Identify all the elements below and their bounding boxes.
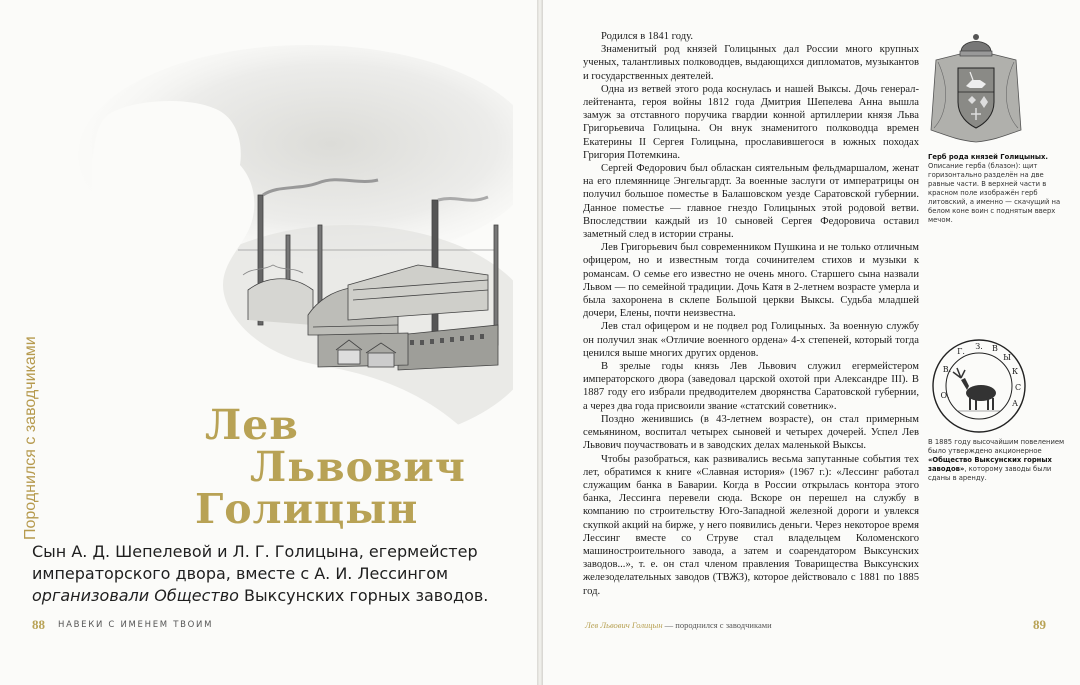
lead-paragraph bbox=[32, 541, 517, 607]
seal-letter: Г. bbox=[957, 347, 965, 356]
lead-part-3: Выксунских горных заводов. bbox=[238, 586, 489, 605]
vertical-kicker bbox=[22, 336, 58, 540]
caption-arms-bold: Герб рода князей Голицыных. bbox=[928, 153, 1048, 161]
runner-right-rest: — породнился с заводчиками bbox=[662, 620, 772, 630]
kicker-text: Породнился с заводчиками bbox=[22, 336, 39, 540]
seal-letter: З. bbox=[975, 342, 983, 351]
body-text-column bbox=[583, 30, 919, 598]
paragraph: Чтобы разобраться, как развивались весьма запутанные события тех лет, обратимся к книге «Славная история» (1967 г.): «Лессинг работал служащим банка в Баварии. Когда в России открылась контора этого банка, Лессинга перевели сюда. Вскоре он перешел на службу в компанию по строительству Юго-Западной железной дороги и увлекся скупкой акций на бирже, у него появились деньги. Через некоторое время Лессинг вместе со Струве стал владельцем Коломенского машиностроительного завода, а затем и соарендатором Выксунских заводов...», т. е. он стал членом правления Товарищества Выксунских железоделательных заводов (ТВЖЗ), которое действовало с 1881 по 1885 год. bbox=[583, 453, 919, 597]
paragraph: Знаменитый род князей Голицыных дал России много крупных ученых, талантливых полководцев, выдающихся дипломатов, музыкантов и государственных деятелей. bbox=[583, 44, 919, 82]
paragraph: Лев Григорьевич был современником Пушкина и не только отличным офицером, но и известным тогда сочинителем стихов и музыки к романсам. О семье его известно не очень много. Старшего сына назвали Львом — по семейной традиции. Дочь Катя в 2-летнем возрасте умерла и была захоронена в склепе Большой церкви Выксы. Судьба младшей дочери, Елены, почти неизвестна. bbox=[583, 242, 919, 320]
article-title bbox=[195, 401, 515, 534]
lead-part-2: организовали Общество bbox=[32, 586, 239, 605]
paragraph: Одна из ветвей этого рода коснулась и нашей Выксы. Дочь генерал-лейтенанта, героя войны 1812 года Дмитрия Шепелева Анна вышла замуж за отставного поручика гвардии конной артиллерии князя Льва Григорьевича Голицына. Он внук знаменитого полководца времен Екатерины II Сергея Голицына, прославившегося в южных походах Григория Потемкина. bbox=[583, 83, 919, 161]
paragraph: Поздно женившись (в 43-летнем возрасте), он стал примерным семьянином, воспитал четырех сыновей и четырех дочерей. Успел Лев Львович поучаствовать и в заводских делах маленькой Выксы. bbox=[583, 413, 919, 452]
page-number-right: 89 bbox=[1033, 617, 1046, 632]
paragraph: Сергей Федорович был обласкан сиятельным фельдмаршалом, женат на его племяннице Энгельгардт. За военные заслуги от императрицы он получил большое поместье в Балашовском уезде Саратовской губернии. Данное поместье — главное гнездо Голицыных этой родовой ветви. Впоследствии каждый из 10 сыновей Сергея Федоровича оставил заметный след в истории страны. bbox=[583, 163, 919, 241]
paragraph: В зрелые годы князь Лев Львович служил егермейстером императорского двора (заведовал царской охотой при Александре III). В 1887 году его избрали предводителем дворянства Саратовской губернии, а через два года присвоили звание «статский советник». bbox=[583, 361, 919, 412]
paragraph: Лев стал офицером и не подвел род Голицыных. За военную службу он получил знак «Отличие военного ордена» 4-х степеней, который тогда ценился выше многих других орденов. bbox=[583, 321, 919, 359]
caption-coat-of-arms bbox=[928, 153, 1068, 225]
caption-seal-text-2: , которому заводы были сданы в аренду. bbox=[928, 465, 1052, 482]
seal-letter: В bbox=[992, 344, 998, 353]
golitsyn-coat-of-arms-image bbox=[926, 30, 1026, 148]
seal-letter: С bbox=[1014, 383, 1022, 392]
caption-seal-text-1: В 1885 году высочайшим повелением было утверждено акционерное bbox=[928, 438, 1065, 455]
left-page bbox=[0, 0, 537, 685]
title-line-3: Голицын bbox=[195, 485, 419, 533]
running-head-left: НАВЕКИ С ИМЕНЕМ ТВОИМ bbox=[58, 620, 214, 630]
seal-letter: Ы bbox=[1003, 353, 1011, 362]
seal-letter: А bbox=[1011, 399, 1019, 408]
company-seal-image bbox=[931, 338, 1027, 434]
factory-illustration bbox=[18, 35, 513, 455]
running-head-right bbox=[585, 620, 772, 630]
caption-arms-text: Описание герба (блазон): щит горизонтально разделён на две равные части. В верхней части в красном поле изображён герб литовский, а именно — скачущий на белом коне воин с поднятым вверх мечом. bbox=[928, 162, 1061, 224]
page-number-left: 88 bbox=[32, 617, 45, 632]
paragraph: Родился в 1841 году. bbox=[601, 31, 694, 42]
title-line-1: Лев bbox=[205, 401, 299, 449]
title-line-2: Львович bbox=[250, 443, 466, 491]
right-page bbox=[543, 0, 1080, 685]
lead-part-1: Сын А. Д. Шепелевой и Л. Г. Голицына, егермейстер императорского двора, вместе с А. И. Лессингом bbox=[32, 542, 478, 583]
seal-letter: К bbox=[1011, 367, 1019, 376]
runner-right-name: Лев Львович Голицын bbox=[585, 620, 663, 630]
seal-letter: О. bbox=[940, 391, 950, 400]
seal-letter: В. bbox=[942, 365, 952, 374]
caption-seal-bold: «Общество Выксунских горных заводов» bbox=[928, 456, 1052, 473]
caption-seal bbox=[928, 438, 1068, 483]
